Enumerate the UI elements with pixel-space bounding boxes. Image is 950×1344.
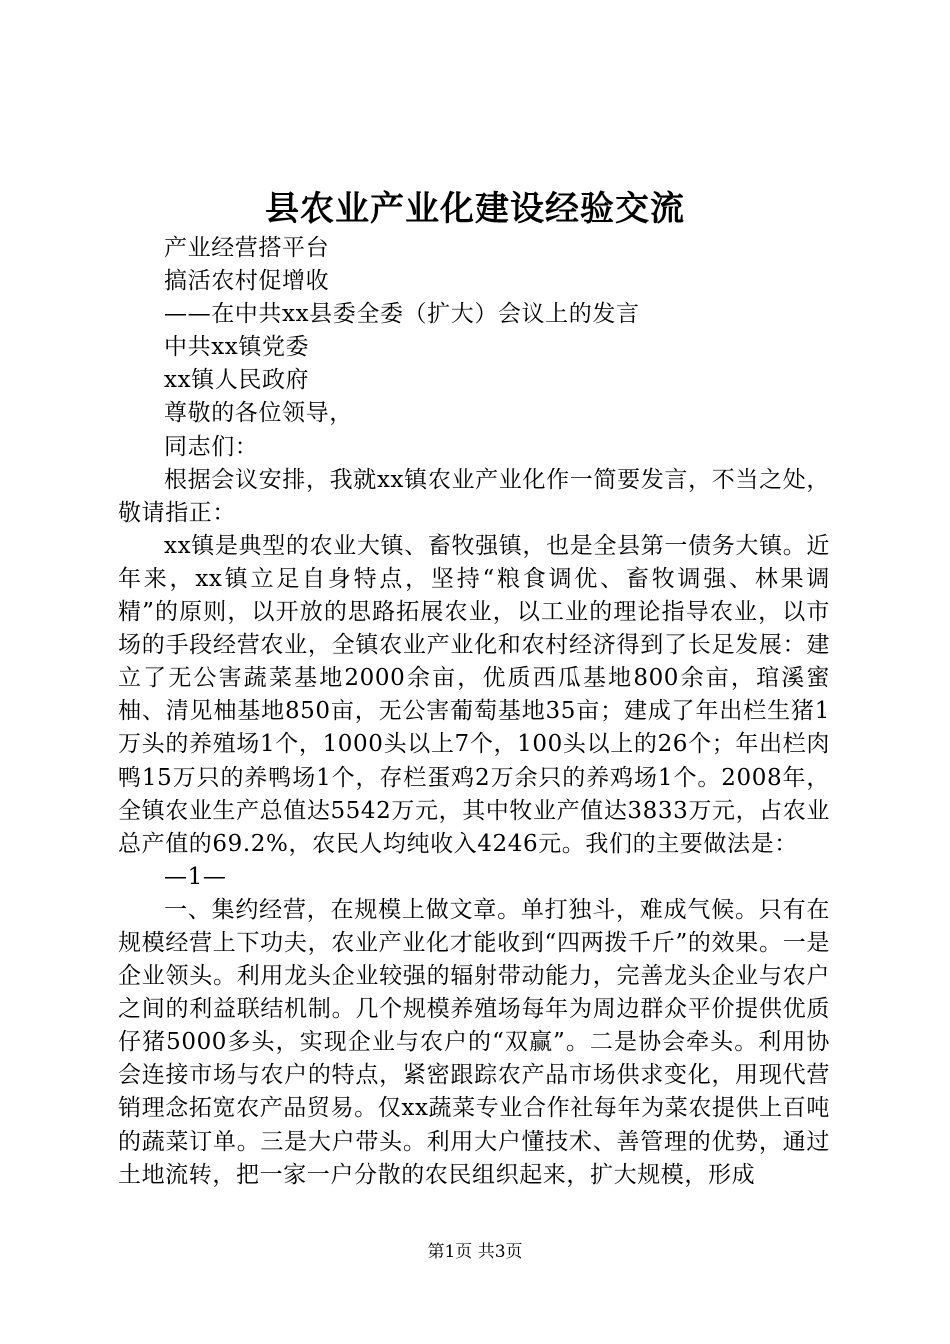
subtitle-line-1: 产业经营搭平台 bbox=[164, 235, 330, 261]
document-title: 县农业产业化建设经验交流 bbox=[265, 189, 685, 229]
subtitle-line-2: 搞活农村促增收 bbox=[164, 268, 330, 295]
overview-paragraph: xx镇是典型的农业大镇、畜牧强镇，也是全县第一债务大镇。近年来，xx镇立足自身特点，坚持“粮食调优、畜牧调强、林果调精”的原则，以开放的思路拓展农业，以工业的理论指导农业，以市场的手段经营农业，全镇农业产业化和农村经济得到了长足发展：建立了无公害蔬菜基地2000余亩，优质西瓜基地800余亩，琯溪蜜柚、清见柚基地850亩，无公害葡萄基地35亩；建成了年出栏生猪1万头的养殖场1个，1000头以上7个，100头以上的26个；年出栏肉鸭15万只的养鸭场1个，存栏蛋鸡2万余只的养鸡场1个。2008年，全镇农业生产总值达5542万元，其中牧业产值达3833万元，占农业总产值的69.2%，农民人均纯收入4246元。我们的主要做法是： bbox=[118, 532, 830, 857]
speech-occasion: ——在中共xx县委全委（扩大）会议上的发言 bbox=[164, 301, 640, 328]
author-party-committee: 中共xx镇党委 bbox=[164, 334, 310, 361]
salutation-leaders: 尊敬的各位领导， bbox=[164, 400, 353, 427]
author-government: xx镇人民政府 bbox=[164, 367, 310, 394]
section-one-paragraph: 一、集约经营，在规模上做文章。单打独斗，难成气候。只有在规模经营上下功夫，农业产业化才能收到“四两拨千斤”的效果。一是企业领头。利用龙头企业较强的辐射带动能力，完善龙头企业与农户之间的利益联结机制。几个规模养殖场每年为周边群众平价提供优质仔猪5000多头，实现企业与农户的“双赢”。二是协会牵头。利用协会连接市场与农户的特点，紧密跟踪农产品市场供求变化，用现代营销理念拓宽农产品贸易。仅xx蔬菜专业合作社每年为菜农提供上百吨的蔬菜订单。三是大户带头。利用大户懂技术、善管理的优势，通过土地流转，把一家一户分散的农民组织起来，扩大规模，形成 bbox=[118, 896, 830, 1188]
intro-paragraph: 根据会议安排，我就xx镇农业产业化作一简要发言，不当之处，敬请指正： bbox=[118, 466, 830, 526]
document-body bbox=[118, 232, 830, 1192]
section-marker: —1— bbox=[164, 863, 227, 890]
page-footer: 第1页 共3页 bbox=[427, 1242, 523, 1262]
salutation-comrades: 同志们： bbox=[164, 433, 259, 460]
